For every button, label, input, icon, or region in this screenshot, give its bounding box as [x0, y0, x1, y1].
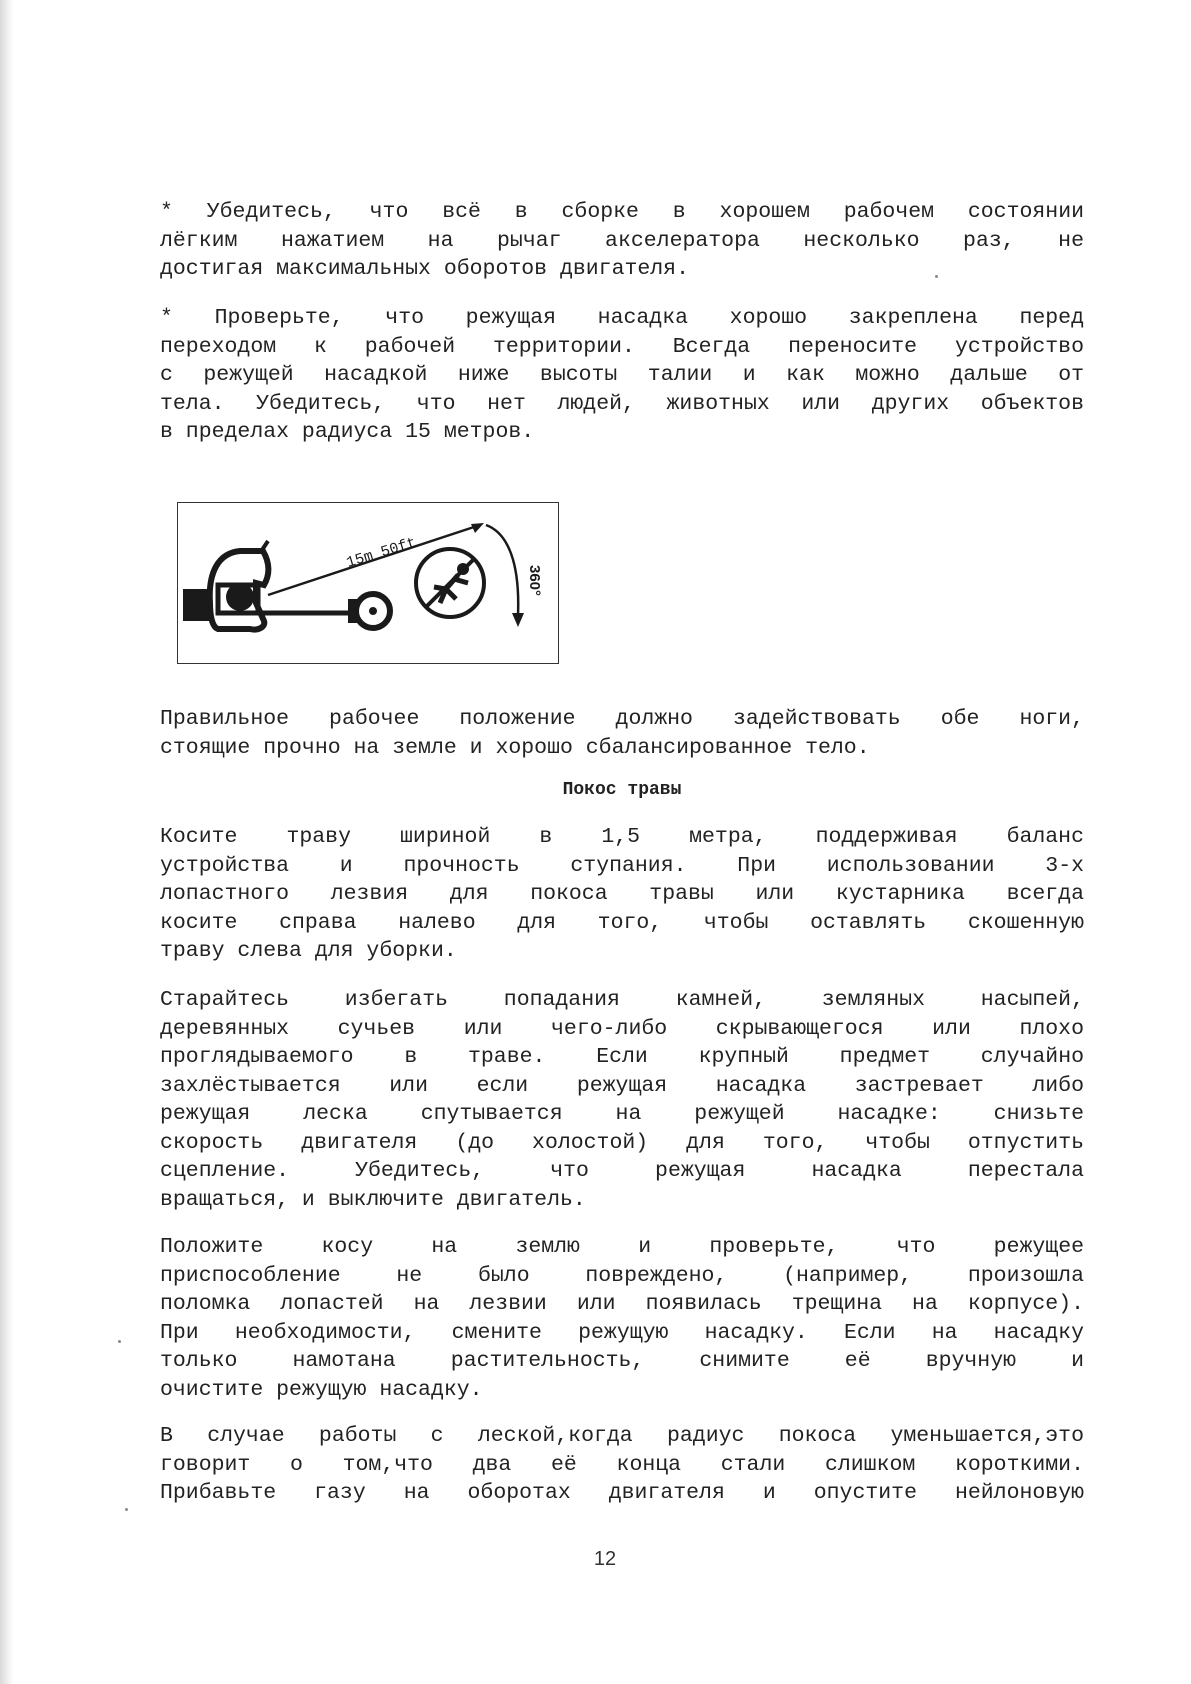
page-number: 12 [593, 1548, 617, 1570]
text-line: лёгким нажатием на рычаг акселератора несколько раз, не [160, 228, 1084, 253]
text-line: сцепление. Убедитесь, что режущая насадка перестала [160, 1159, 1084, 1183]
text-line: режущая леска спутывается на режущей насадке: снизьте [160, 1102, 1084, 1126]
text-line: с режущей насадкой ниже высоты талии и как можно дальше от [160, 363, 1084, 387]
text-line: тела. Убедитесь, что нет людей, животных или других объектов [160, 391, 1084, 416]
rotation-arrow-path [486, 525, 518, 615]
text-line: В случае работы с леской,когда радиус покоса уменьшается,это [160, 1424, 1084, 1448]
scan-speck [125, 1508, 128, 1511]
rotation-arrow-head [512, 613, 524, 627]
text-line: захлёстывается или если режущая насадка застревает либо [160, 1073, 1084, 1098]
text-line: стоящие прочно на земле и хорошо сбалансированное тело. [160, 735, 870, 760]
text-line: * Проверьте, что режущая насадка хорошо закреплена перед [160, 306, 1084, 330]
text-line: Косите траву шириной в 1,5 метра, поддерживая баланс [160, 825, 1084, 849]
text-line: Прибавьте газу на оборотах двигателя и опустите нейлоновую [160, 1481, 1084, 1505]
section-heading: Покос травы [562, 780, 682, 800]
cutting-head-hub [369, 607, 377, 615]
person-head-shape [457, 563, 469, 575]
scan-speck [935, 275, 938, 278]
text-line: Старайтесь избегать попадания камней, земляных насыпей, [160, 988, 1084, 1012]
text-line: проглядываемого в траве. Если крупный предмет случайно [160, 1045, 1084, 1069]
text-line: приспособление не было повреждено, (например, произошла [160, 1263, 1084, 1288]
paragraph-avoid-obstacles [160, 986, 1084, 1214]
text-line: деревянных сучьев или чего-либо скрывающегося или плохо [160, 1016, 1084, 1041]
paragraph-working-position [160, 705, 1084, 762]
distance-label: 15m 50ft [344, 534, 419, 572]
text-line: скорость двигателя (до холостой) для того, чтобы отпустить [160, 1130, 1084, 1155]
paragraph-check-damage [160, 1233, 1084, 1404]
text-line: При необходимости, смените режущую насадку. Если на насадку [160, 1320, 1084, 1345]
text-line: траву слева для уборки. [160, 939, 457, 963]
text-line: в пределах радиуса 15 метров. [160, 420, 535, 444]
paragraph-check-cutting-head [160, 304, 1084, 447]
text-line: * Убедитесь, что всё в сборке в хорошем рабочем состоянии [160, 200, 1084, 224]
paragraph-line-length [160, 1422, 1084, 1508]
distance-arrow-head [471, 523, 484, 533]
angle-label: 360° [526, 565, 543, 597]
text-line: вращаться, и выключите двигатель. [160, 1187, 586, 1212]
safety-radius-figure [177, 502, 559, 664]
text-line: только намотана растительность, снимите её вручную и [160, 1349, 1084, 1373]
text-line: лопастного лезвия для покоса травы или кустарника всегда [160, 882, 1084, 906]
scan-edge-shadow [0, 0, 14, 1684]
guard-shape [348, 599, 358, 623]
scan-speck [118, 1340, 121, 1343]
text-line: переходом к рабочей территории. Всегда переносите устройство [160, 334, 1084, 359]
text-line: устройства и прочность ступания. При использовании 3-х [160, 853, 1084, 878]
text-line: достигая максимальных оборотов двигателя. [160, 257, 689, 281]
text-line: очистите режущую насадку. [160, 1377, 483, 1402]
text-line: поломка лопастей на лезвии или появилась трещина на корпусе). [160, 1292, 1084, 1316]
paragraph-mowing-width [160, 823, 1084, 966]
text-line: говорит о том,что два её конца стали слишком короткими. [160, 1452, 1084, 1477]
text-line: Положите косу на землю и проверьте, что режущее [160, 1235, 1084, 1259]
engine-block-shape [183, 589, 209, 621]
text-line: косите справа налево для того, чтобы оставлять скошенную [160, 910, 1084, 935]
operator-safety-diagram [178, 503, 560, 665]
text-line: Правильное рабочее положение должно задействовать обе ноги, [160, 707, 1084, 731]
paragraph-check-assembly [160, 198, 1084, 284]
